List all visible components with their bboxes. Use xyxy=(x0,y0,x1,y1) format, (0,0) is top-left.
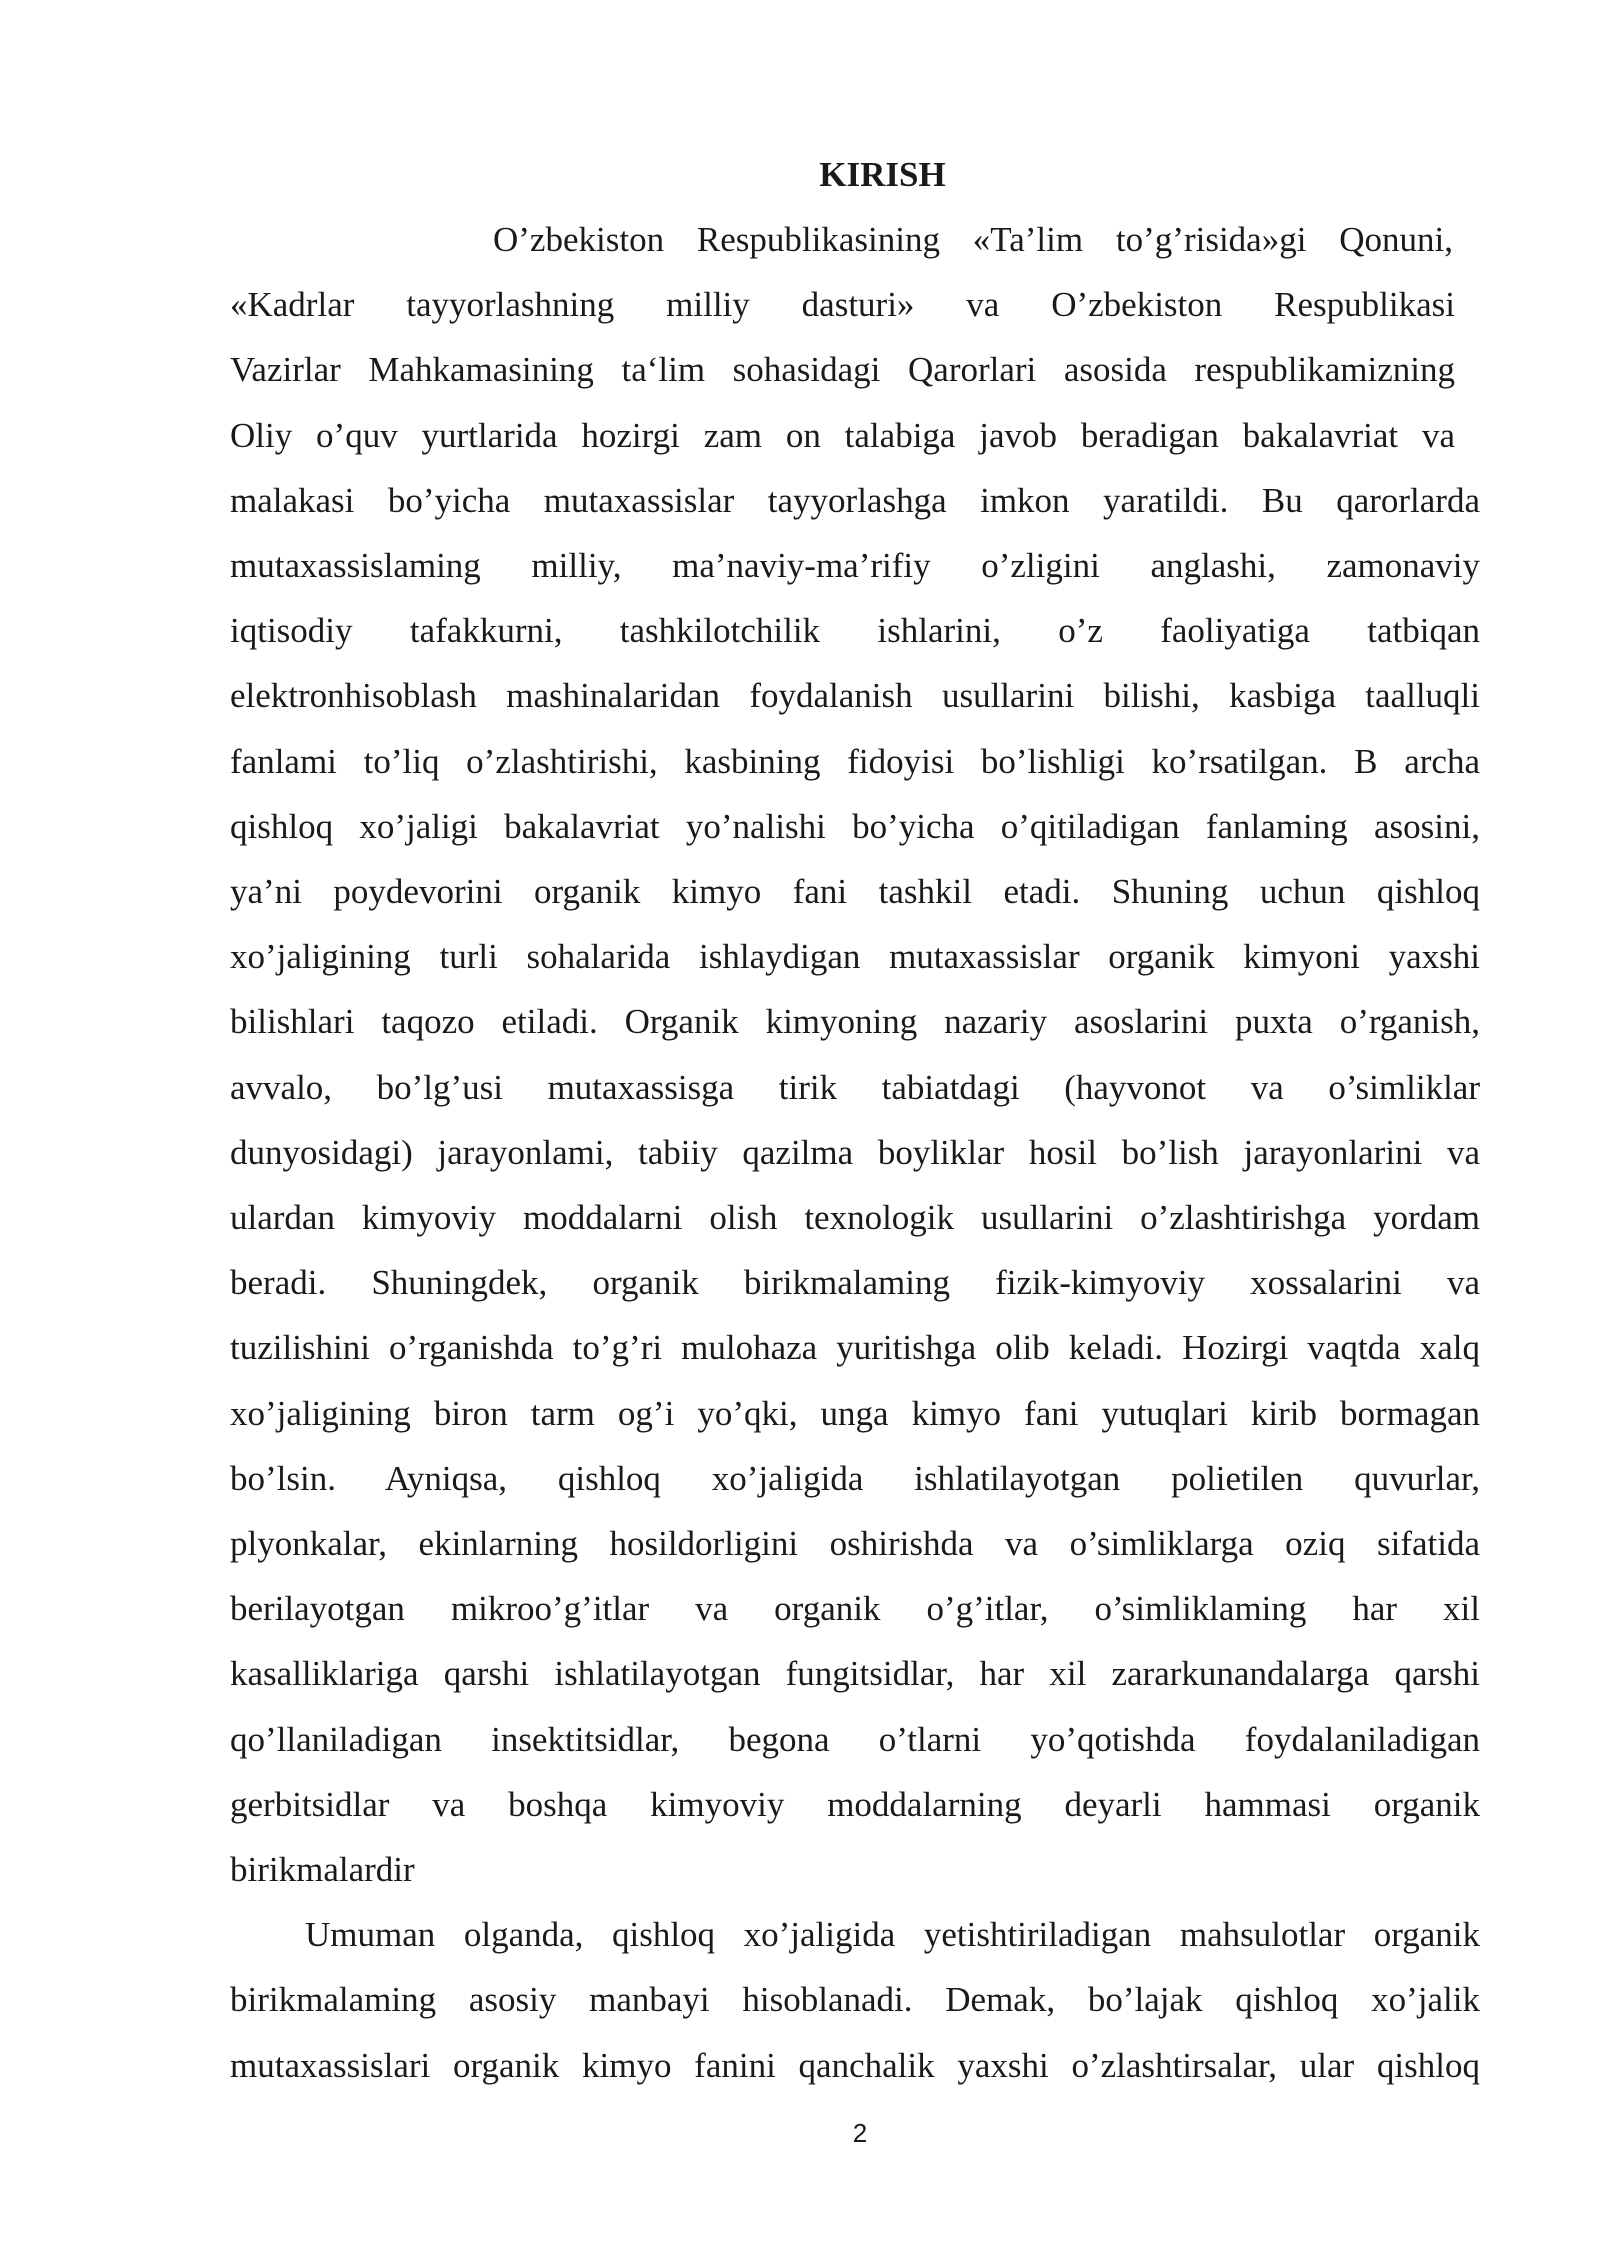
text-line: malakasi bo’yicha mutaxassislar tayyorlashga imkon yaratildi. Bu qarorlarda xyxy=(230,480,1480,520)
text-line: «Kadrlar tayyorlashning milliy dasturi» va O’zbekiston Respublikasi xyxy=(230,285,1455,325)
text-line: mutaxassislaming milliy, ma’naviy-ma’rifiy o’zligini anglashi, zamonaviy xyxy=(230,546,1480,585)
text-line: xo’jaligining biron tarm og’i yo’qki, unga kimyo fani yutuqlari kirib bormagan xyxy=(230,1393,1480,1433)
text-line: xo’jaligining turli sohalarida ishlaydigan mutaxassislar organik kimyoni yaxshi xyxy=(230,937,1480,977)
text-line: kasalliklariga qarshi ishlatilayotgan fungitsidlar, har xil zararkunandalarga qarshi xyxy=(230,1654,1480,1694)
text-line: gerbitsidlar va boshqa kimyoviy moddalarning deyarli hammasi organik xyxy=(230,1784,1480,1824)
text-line: iqtisodiy tafakkurni, tashkilotchilik ishlarini, o’z faoliyatiga tatbiqan xyxy=(230,611,1480,651)
text-line: bilishlari taqozo etiladi. Organik kimyoning nazariy asoslarini puxta o’rganish, xyxy=(230,1002,1480,1042)
text-line: plyonkalar, ekinlarning hosildorligini oshirishda va o’simliklarga oziq sifatida xyxy=(230,1524,1480,1563)
text-line: tuzilishini o’rganishda to’g’ri mulohaza yuritishga olib keladi. Hozirgi vaqtda xalq xyxy=(230,1328,1480,1368)
text-line: berilayotgan mikroo’g’itlar va organik o’g’itlar, o’simliklaming har xil xyxy=(230,1589,1480,1629)
text-line: qo’llaniladigan insektitsidlar, begona o’tlarni yo’qotishda foydalaniladigan xyxy=(230,1719,1480,1759)
text-line: dunyosidagi) jarayonlami, tabiiy qazilma boyliklar hosil bo’lish jarayonlarini va xyxy=(230,1132,1480,1172)
text-line: fanlami to’liq o’zlashtirishi, kasbining fidoyisi bo’lishligi ko’rsatilgan. B archa xyxy=(230,741,1480,781)
text-line: Vazirlar Mahkamasining ta‘lim sohasidagi Qarorlari asosida respublikamizning xyxy=(230,350,1455,390)
text-line: birikmalardir xyxy=(230,1850,415,1889)
page-number: 2 xyxy=(852,2118,868,2148)
text-line: Oliy o’quv yurtlarida hozirgi zam on talabiga javob beradigan bakalavriat va xyxy=(230,415,1455,455)
text-line: avvalo, bo’lg’usi mutaxassisga tirik tabiatdagi (hayvonot va o’simliklar xyxy=(230,1067,1480,1107)
section-heading: KIRISH xyxy=(819,155,946,194)
text-line: ulardan kimyoviy moddalarni olish texnologik usullarini o’zlashtirishga yordam xyxy=(230,1198,1480,1237)
text-line: Umuman olganda, qishloq xo’jaligida yetishtiriladigan mahsulotlar organik xyxy=(305,1915,1480,1955)
text-line: O’zbekiston Respublikasining «Ta’lim to’g’risida»gi Qonuni, xyxy=(493,220,1453,259)
text-line: beradi. Shuningdek, organik birikmalaming fizik-kimyoviy xossalarini va xyxy=(230,1263,1480,1303)
text-line: bo’lsin. Ayniqsa, qishloq xo’jaligida ishlatilayotgan polietilen quvurlar, xyxy=(230,1458,1480,1498)
text-line: elektronhisoblash mashinalaridan foydalanish usullarini bilishi, kasbiga taalluqli xyxy=(230,676,1480,716)
text-line: mutaxassislari organik kimyo fanini qanchalik yaxshi o’zlashtirsalar, ular qishloq xyxy=(230,2045,1480,2085)
text-line: birikmalaming asosiy manbayi hisoblanadi. Demak, bo’lajak qishloq xo’jalik xyxy=(230,1980,1480,2020)
text-line: qishloq xo’jaligi bakalavriat yo’nalishi bo’yicha o’qitiladigan fanlaming asosini, xyxy=(230,806,1480,846)
text-line: ya’ni poydevorini organik kimyo fani tashkil etadi. Shuning uchun qishloq xyxy=(230,872,1480,911)
